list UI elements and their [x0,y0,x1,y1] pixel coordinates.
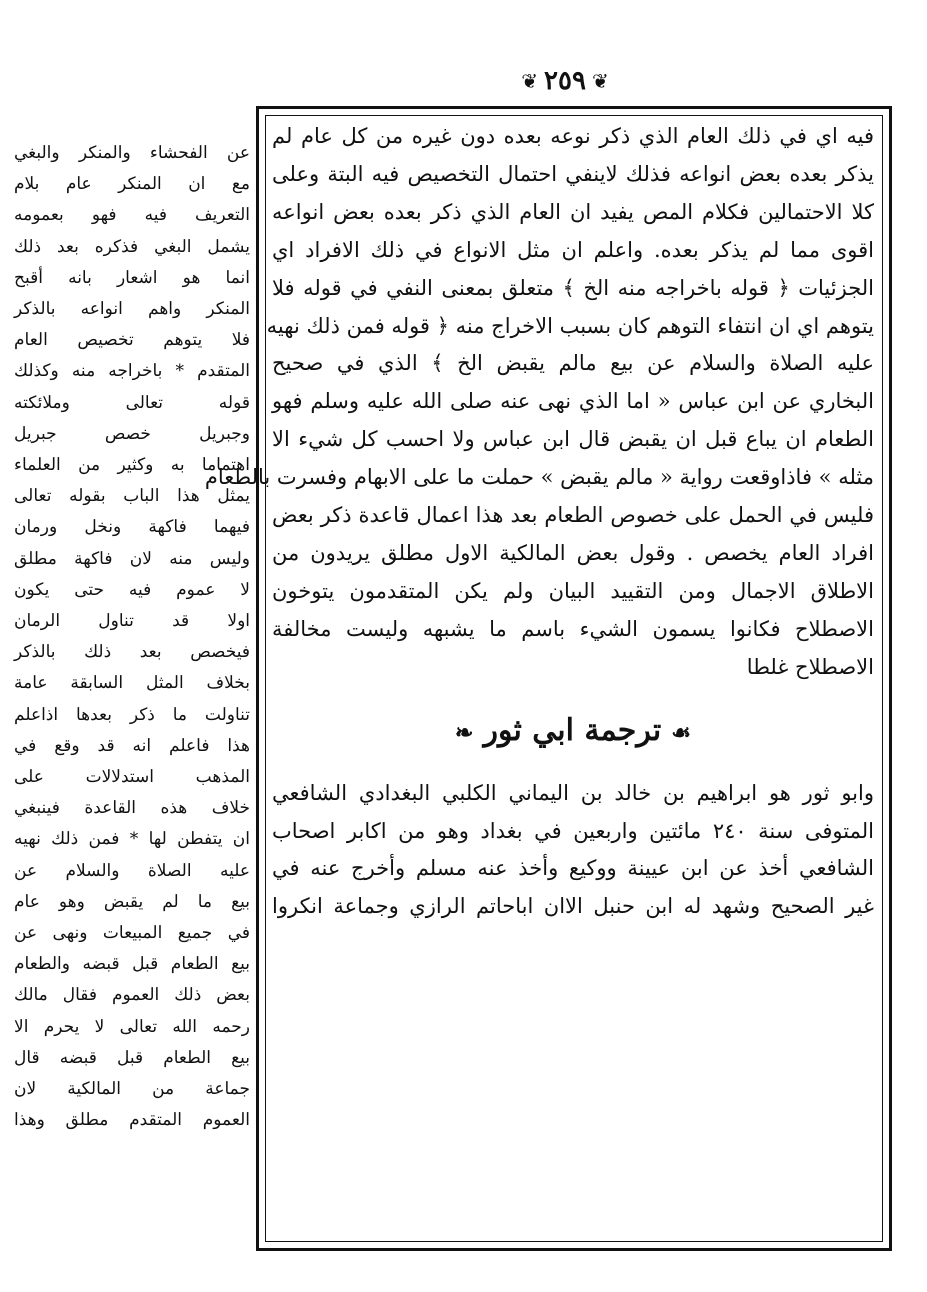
margin-line: لا عموم فيه حتى يكون [14,579,250,600]
margin-line: عليه الصلاة والسلام عن [14,860,250,881]
main-line: الاصطلاح غلطا [746,654,874,679]
margin-line: يمثل هذا الباب بقوله تعالى [14,486,250,507]
margin-line: مع ان المنكر عام بلام [14,174,250,195]
section-ornament-left-icon: ❧ [455,719,474,746]
main-line: يذكر بعده بعض انواعه فذلك لاينفي احتمال التخصيص فيه البتة وعلى [272,161,874,186]
main-line: الاطلاق الاجمال ومن التقييد البيان ولم يكن المتقدمون يتوخون [272,578,874,603]
margin-line: المذهب استدلالات على [14,767,250,788]
margin-line: العموم المتقدم مطلق وهذا [14,1110,250,1131]
margin-line: اهتماما به وكثير من العلماء [14,455,250,476]
page-number-value: ٢٥٩ [544,66,586,96]
margin-line: اولا قد تناول الرمان [14,611,250,632]
margin-line: المنكر واهم انواعه بالذكر [14,299,250,320]
main-line: اقوى مما لم يذكر بعده. واعلم ان مثل الانواع في ذلك الافراد اي [272,237,874,262]
main-line: الشافعي أخذ عن ابن عيينة ووكيع وأخذ عنه مسلم وأخرج عنه في [272,856,874,881]
margin-line: بخلاف المثل السابقة عامة [14,673,250,694]
margin-line: التعريف فيه فهو بعمومه [14,205,250,226]
main-line: البخاري عن ابن عباس « اما الذي نهى عنه صلى الله عليه وسلم فهو [272,389,874,414]
margin-line: وجبريل خصص جبريل [14,423,250,444]
ornament-left-icon: ❦ [521,69,539,93]
section-title: ترجمة ابي ثور [483,712,662,748]
margin-line: بعض ذلك العموم فقال مالك [14,985,250,1006]
main-line: فليس في الحمل على خصوص الطعام بعد هذا اعمال قاعدة ذكر بعض [272,503,874,528]
main-text [204,118,874,926]
margin-line: فيخصص بعد ذلك بالذكر [14,642,250,663]
main-line: الطعام ان يباع قبل ان يقبض قال ابن عباس ولا احسب كل شيء الا [272,427,874,452]
main-line: المتوفى سنة ٢٤٠ مائتين واربعين في بغداد وهو من اكابر اصحاب [272,818,874,843]
main-line: غير الصحيح وشهد له ابن حنبل الاان اباحاتم الرازي وجماعة انكروا [272,894,874,919]
margin-line: فلا يتوهم تخصيص العام [14,330,250,351]
margin-line: ان يتفطن لها * فمن ذلك نهيه [14,829,250,850]
margin-line: فيهما فاكهة ونخل ورمان [14,517,250,538]
margin-line: جماعة من المالكية لان [14,1079,250,1100]
main-line: كلا الاحتمالين فكلام المص يفيد ان العام الذي ذكر بعده بعض انواعه [272,199,874,224]
main-line: افراد العام يخصص . وقول بعض المالكية الاول مطلق يريدون من [272,540,874,565]
margin-line: بيع الطعام قبل قبضه قال [14,1047,250,1068]
main-line: مثله » فاذاوقعت رواية « مالم يقبض » حملت ما على الابهام وفسرت بالطعام [204,465,874,490]
section-heading [272,711,874,753]
margin-line: انما هو اشعار بانه أقبح [14,267,250,288]
margin-line: بيع ما لم يقبض وهو عام [14,891,250,912]
margin-line: رحمه الله تعالى لا يحرم الا [14,1016,250,1037]
main-line: الاصطلاح فكانوا يسمون الشيء باسم ما يشبهه وليست مخالفة [272,616,874,641]
ornament-right-icon: ❦ [591,69,609,93]
margin-line: قوله تعالى وملائكته [14,392,250,413]
margin-line: في جميع المبيعات ونهى عن [14,923,250,944]
main-line: وابو ثور هو ابراهيم بن خالد بن اليماني الكلبي البغدادي الشافعي [272,780,874,805]
margin-line: المتقدم * باخراجه منه وكذلك [14,361,250,382]
main-line: الجزئيات ﴿ قوله باخراجه منه الخ ﴾ متعلق بمعنى النفي في قوله فلا [272,275,874,300]
margin-line: عن الفحشاء والمنكر والبغي [14,143,250,163]
main-line: يتوهم اي ان انتفاء التوهم كان بسبب الاخراج منه ﴿ قوله فمن ذلك نهيه [266,313,874,338]
section-ornament-right-icon: ☙ [671,719,691,746]
main-line: عليه الصلاة والسلام عن بيع مالم يقبض الخ ﴾ الذي في صحيح [272,351,874,376]
main-line: فيه اي في ذلك العام الذي ذكر نوعه بعده دون غيره من كل عام لم [272,124,874,148]
margin-line: تناولت ما ذكر بعدها اذاعلم [14,704,250,725]
margin-line: هذا فاعلم انه قد وقع في [14,735,250,756]
margin-line: يشمل البغي فذكره بعد ذلك [14,236,250,257]
page-number [500,64,630,98]
margin-line: بيع الطعام قبل قبضه والطعام [14,954,250,975]
margin-commentary [14,138,250,1137]
margin-line: خلاف هذه القاعدة فينبغي [14,798,250,819]
margin-line: وليس منه لان فاكهة مطلق [14,548,250,569]
